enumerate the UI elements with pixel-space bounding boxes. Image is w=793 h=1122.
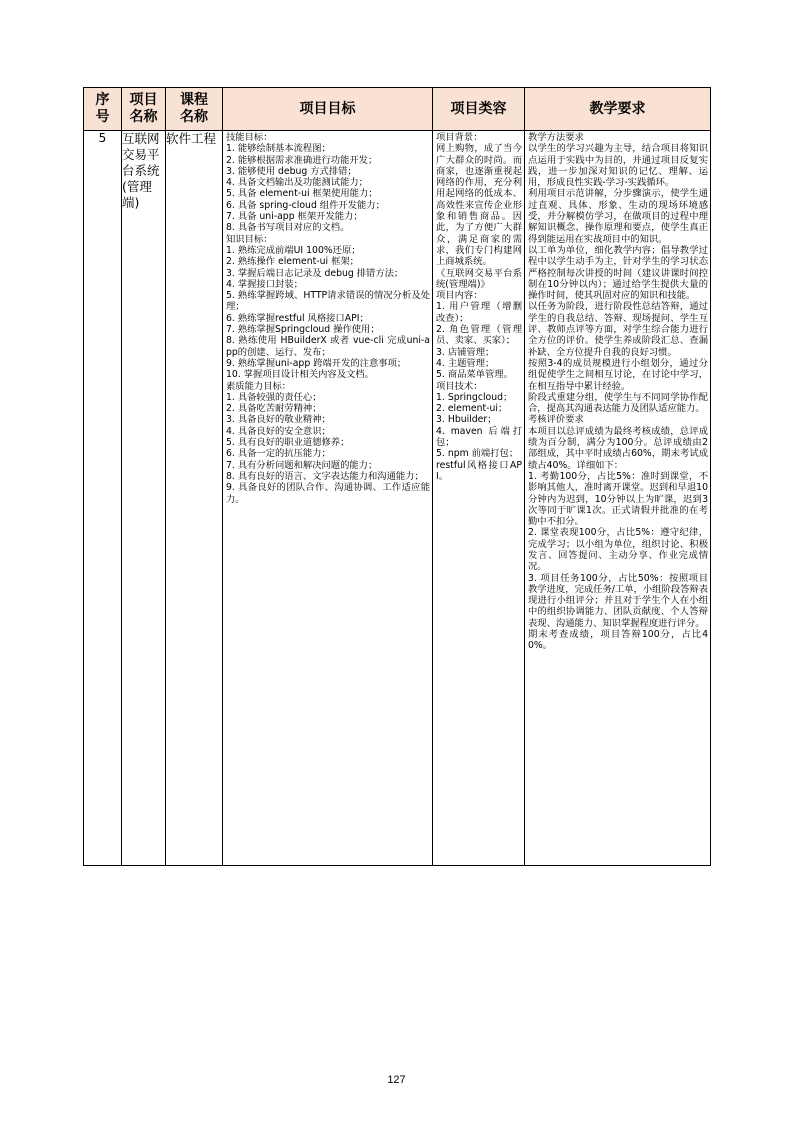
header-goals <box>223 88 433 131</box>
header-content-label: 项目类容 <box>450 100 507 117</box>
seq-value: 5 <box>98 131 107 145</box>
header-project-name <box>122 88 166 131</box>
page-number: 127 <box>387 1074 406 1086</box>
cell-content <box>433 131 525 866</box>
content-text: 项目背景： 网上购物，成了当今广大群众的时尚。而商家，也逐渐重视起网络的作用，充分利用起网络的低成本、高效性来宣传企业形象和销售商品。因此，为了方便广大群众，满足商家的需求，我们专门构建网上商城系统。 《互联网交易平台系统(管理端)》 项目内容： 1. 用户管理（增删改查）； 2. 角色管理（管理员、卖家、买家）； 3. 店铺管理； 4. 主题管理； 5. 商品菜单管理。 项目技术： 1. Springcloud； 2. element-ui； 3. Hbuilder； 4. maven 后端打包； 5. npm 前端打包； restful风格接口API。 <box>436 132 522 482</box>
header-content <box>433 88 525 131</box>
goals-text: 技能目标： 1. 能够绘制基本流程图； 2. 能够根据需求准确进行功能开发； 3. 能够使用 debug 方式排错； 4. 具备文档输出及功能测试能力； 5. 具备 element-ui 框架使用能力； 6. 具备 spring-cloud 组件开发能力； 7. 具备 uni-app 框架开发能力； 8. 具备书写项目对应的文档。 知识目标： 1. 熟练完成前端UI 100%还原； 2. 熟练操作 element-ui 框架； 3. 掌握后端日志记录及 debug 排错方法； 4. 掌握接口封装； 5. 熟练掌握跨域、HTTP请求错误的情况分析及处理； 6. 熟练掌握restful 风格接口API； 7. 熟练掌握Springcloud 操作使用； 8. 熟练使用 HBuilderX 或者 vue-cli 完成uni-app的创建、运行、发布； 9. 熟练掌握uni-app 跨端开发的注意事项； 10. 掌握项目设计相关内容及文档。 素质能力目标： 1. 具备较强的责任心； 2. 具备吃苦耐劳精神； 3. 具备良好的敬业精神； 4. 具备良好的安全意识； 5. 具有良好的职业道德修养； 6. 具备一定的抗压能力； 7. 具有分析问题和解决问题的能力； 8. 具有良好的语言、文字表达能力和沟通能力； 9. 具备良好的团队合作、沟通协调、工作适应能力。 <box>226 132 430 505</box>
header-requirements-label: 教学要求 <box>589 100 646 117</box>
header-requirements <box>525 88 711 131</box>
cell-goals <box>223 131 433 866</box>
cell-seq <box>84 131 122 866</box>
cell-project-name <box>122 131 166 866</box>
table-row <box>84 131 711 866</box>
header-course-name <box>166 88 223 131</box>
header-seq-label: 序 号 <box>95 92 110 125</box>
header-seq <box>84 88 122 131</box>
cell-course-name <box>166 131 223 866</box>
table-header-row <box>84 88 711 131</box>
cell-requirements <box>525 131 711 866</box>
course-name-value: 软件工程 <box>166 131 217 146</box>
header-project-name-label: 项目 名称 <box>129 92 158 125</box>
requirements-text: 教学方法要求 以学生的学习兴趣为主导，结合项目将知识点运用于实践中为目的，并通过项目反复实践，进一步加深对知识的记忆、理解、运用，形成良性实践-学习-实践循环。 利用项目示范讲解，分步骤演示，使学生通过直观、具体、形象、生动的现场环境感受，并分解模仿学习，在做项目的过程中理解知识概念、操作原理和要点，使学生真正得到能运用在实战项目中的知识。 以工单为单位，细化教学内容；倡导教学过程中以学生动手为主，针对学生的学习状态严格控制每次讲授的时间（建议讲课时间控制在10分钟以内）；通过给学生提供大量的操作时间，使其巩固对应的知识和技能。 以任务为阶段，进行阶段性总结答辩，通过学生的自我总结、答辩、现场提问、学生互评、教师点评等方面，对学生综合能力进行全方位的评价。使学生养成阶段汇总、查漏补缺、全方位提升自我的良好习惯。 按照3-4的成员规模进行小组划分，通过分组促使学生之间相互讨论，在讨论中学习，在相互指导中累计经验。 阶段式重建分组，使学生与不同同学协作配合，提高其沟通表达能力及团队适应能力。 考核评价要求 本项目以总评成绩为最终考核成绩，总评成绩为百分制，满分为100分。总评成绩由2部组成，其中平时成绩占60%，期末考试成绩占40%。详细如下： 1. 考勤100分，占比5%：准时到课堂，不影响其他人，准时离开课堂。迟到和早退10分钟内为迟到，10分钟以上为旷课，迟到3次等同于旷课1次。正式请假并批准的在考勤中不扣分。 2. 课堂表现100分，占比5%：遵守纪律，完成学习；以小组为单位，组织讨论、积极发言、回答提问、主动分享、作业完成情况。 3. 项目任务100分，占比50%：按照项目教学进度，完成任务/工单，小组阶段答辩表现进行小组评分；并且对于学生个人在小组中的组织协调能力、团队贡献度、个人答辩表现、沟通能力、知识掌握程度进行评分。 期末考查成绩，项目答辩100分，占比40%。 <box>528 132 708 652</box>
project-name-value: 互联网交易平台系统(管理端) <box>122 131 160 210</box>
header-course-name-label: 课程 名称 <box>180 92 208 125</box>
header-goals-label: 项目目标 <box>299 100 356 117</box>
curriculum-table <box>83 87 711 866</box>
